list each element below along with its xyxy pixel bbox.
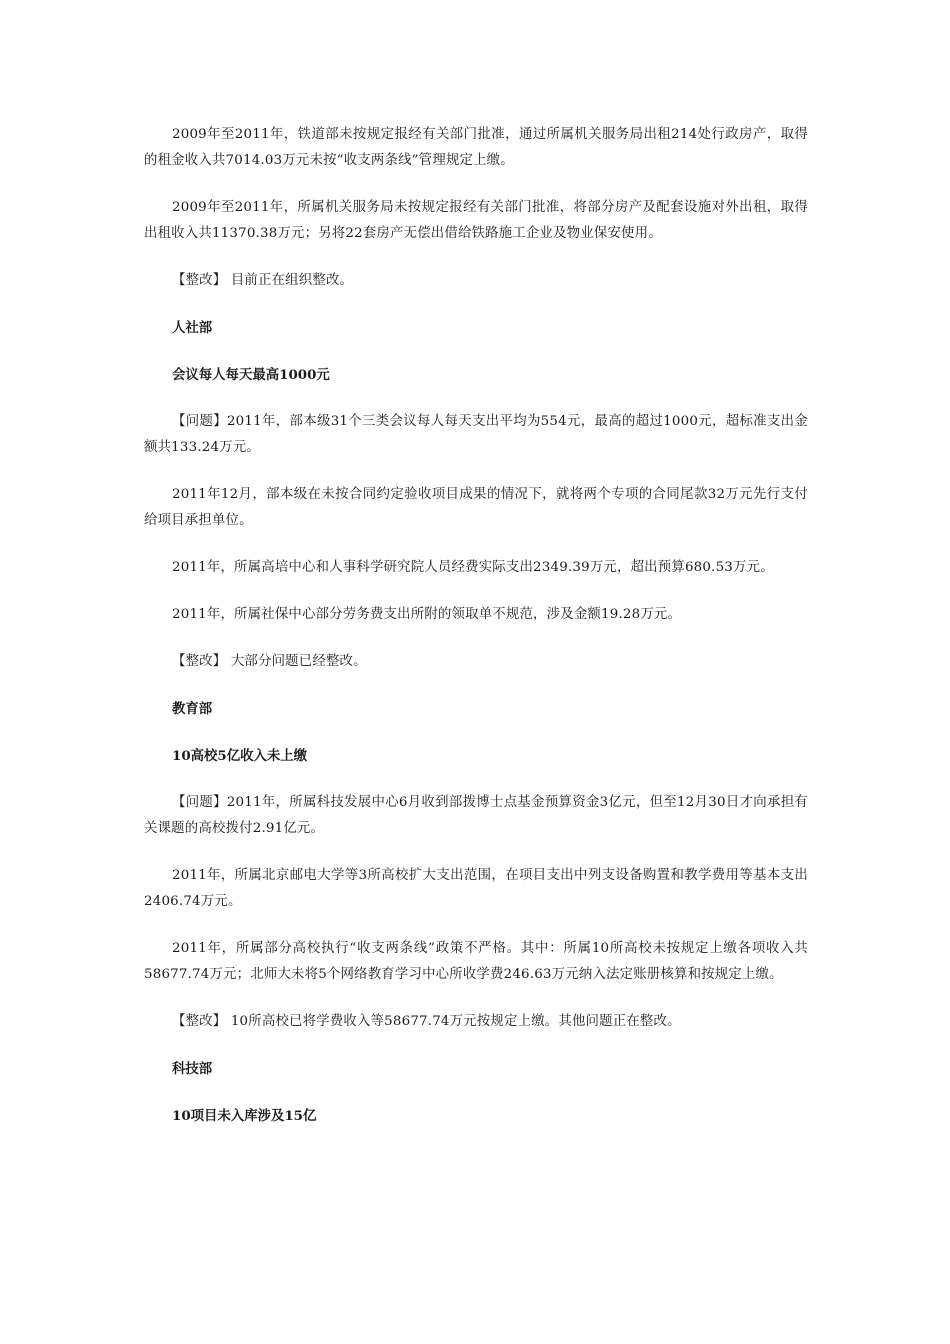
subheading-hrss-meetings: 会议每人每天最高1000元 bbox=[172, 367, 330, 383]
paragraph-hrss-labor-fee: 2011年，所属社保中心部分劳务费支出所附的领取单不规范，涉及金额19.28万元。 bbox=[172, 607, 682, 622]
subheading-education-income: 10高校5亿收入未上缴 bbox=[172, 748, 308, 764]
paragraph-hrss-rectification: 【整改】 大部分问题已经整改。 bbox=[172, 654, 367, 669]
paragraph-railway-rent-income: 2009年至2011年，铁道部未按规定报经有关部门批准，通过所属机关服务局出租214处行政房产，取得的租金收入共7014.03万元未按“收支两条线”管理规定上缴。 bbox=[144, 127, 808, 168]
paragraph-hrss-staff-expense: 2011年，所属高培中心和人事科学研究院人员经费实际支出2349.39万元，超出预算680.53万元。 bbox=[172, 560, 774, 575]
section-heading-hrss: 人社部 bbox=[172, 320, 213, 336]
paragraph-hrss-problem: 【问题】2011年，部本级31个三类会议每人每天支出平均为554元，最高的超过1000元，超标准支出金额共133.24万元。 bbox=[144, 414, 808, 455]
paragraph-education-problem: 【问题】2011年，所属科技发展中心6月收到部拨博士点基金预算资金3亿元，但至12月30日才向承担有关课题的高校拨付2.91亿元。 bbox=[144, 795, 808, 836]
paragraph-hrss-contract-payment: 2011年12月，部本级在未按合同约定验收项目成果的情况下，就将两个专项的合同尾款32万元先行支付给项目承担单位。 bbox=[144, 487, 808, 528]
paragraph-education-income-policy: 2011年，所属部分高校执行“收支两条线”政策不严格。其中：所属10所高校未按规定上缴各项收入共58677.74万元；北师大未将5个网络教育学习中心所收学费246.63万元纳入法定账册核算和按规定上缴。 bbox=[144, 941, 808, 982]
subheading-science-projects: 10项目未入库涉及15亿 bbox=[172, 1108, 317, 1124]
paragraph-railway-lease-income: 2009年至2011年，所属机关服务局未按规定报经有关部门批准，将部分房产及配套设施对外出租，取得出租收入共11370.38万元；另将22套房产无偿出借给铁路施工企业及物业保安使用。 bbox=[144, 200, 808, 241]
paragraph-education-expense-scope: 2011年，所属北京邮电大学等3所高校扩大支出范围，在项目支出中列支设备购置和教学费用等基本支出2406.74万元。 bbox=[144, 868, 808, 909]
document-body bbox=[144, 122, 808, 1150]
section-heading-education: 教育部 bbox=[172, 701, 213, 717]
paragraph-education-rectification: 【整改】 10所高校已将学费收入等58677.74万元按规定上缴。其他问题正在整改。 bbox=[172, 1014, 681, 1029]
section-heading-science: 科技部 bbox=[172, 1061, 213, 1077]
paragraph-railway-rectification: 【整改】 目前正在组织整改。 bbox=[172, 273, 354, 288]
